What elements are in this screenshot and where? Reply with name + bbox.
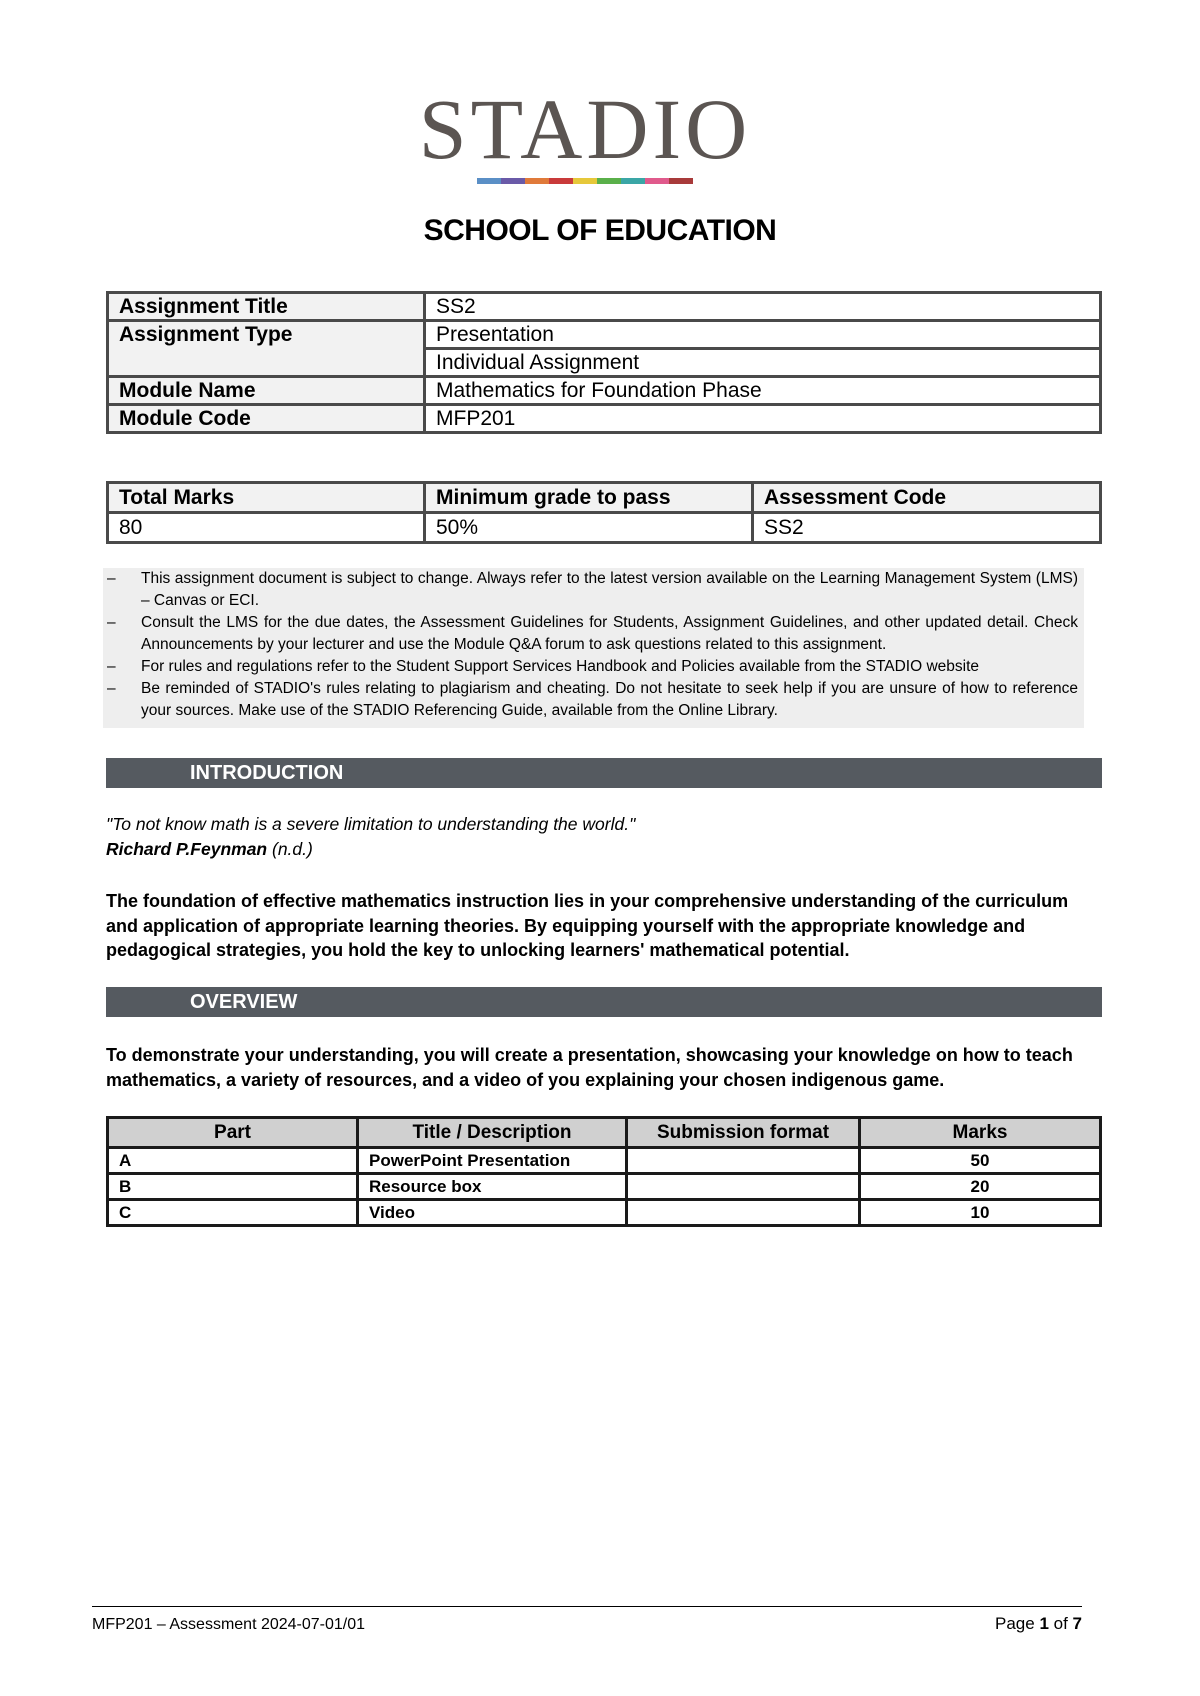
title-cell: PowerPoint Presentation (358, 1148, 627, 1174)
logo-color-bar (477, 178, 693, 184)
logo-color-segment (501, 178, 525, 184)
logo-color-segment (525, 178, 549, 184)
part-cell: C (108, 1200, 358, 1226)
marks-table (106, 481, 1102, 544)
assignment-type-value-2: Individual Assignment (425, 349, 1101, 377)
module-code-label: Module Code (108, 405, 425, 433)
marks-header: Marks (860, 1118, 1101, 1148)
table-row (108, 1174, 1101, 1200)
assignment-title-value: SS2 (425, 293, 1101, 321)
author-date: (n.d.) (267, 839, 313, 859)
notes-box (103, 568, 1084, 728)
logo-text: STADIO (418, 81, 752, 177)
assignment-title-label: Assignment Title (108, 293, 425, 321)
part-cell: B (108, 1174, 358, 1200)
title-header: Title / Description (358, 1118, 627, 1148)
module-code-value: MFP201 (425, 405, 1101, 433)
table-header-row (108, 1118, 1101, 1148)
title-cell: Video (358, 1200, 627, 1226)
school-title: SCHOOL OF EDUCATION (423, 214, 777, 247)
table-row (108, 321, 1101, 349)
format-cell (627, 1200, 860, 1226)
format-cell (627, 1174, 860, 1200)
note-item: – Consult the LMS for the due dates, the Assessment Guidelines for Students, Assignment Guidelines, and other updated detail. Check Announcements by your lecturer and use the Module Q&A forum to ask questions related to this assignment. (107, 614, 1078, 653)
logo-color-segment (621, 178, 645, 184)
dash-bullet: – (107, 614, 116, 631)
dash-bullet: – (107, 570, 116, 587)
note-item: – Be reminded of STADIO's rules relating to plagiarism and cheating. Do not hesitate to seek help if you are unsure of how to reference your sources. Make use of the STADIO Referencing Guide, available from the Online Library. (107, 680, 1078, 719)
title-cell: Resource box (358, 1174, 627, 1200)
table-row (108, 377, 1101, 405)
introduction-heading-bar (106, 758, 1102, 788)
table-row (108, 513, 1101, 543)
part-cell: A (108, 1148, 358, 1174)
overview-paragraph: To demonstrate your understanding, you will create a presentation, showcasing your knowledge on how to teach mathematics, a variety of resources, and a video of you explaining your chosen indigenous game. (106, 1045, 1073, 1090)
logo-color-segment (477, 178, 501, 184)
logo-color-segment (645, 178, 669, 184)
quote-author (106, 837, 313, 862)
module-name-value: Mathematics for Foundation Phase (425, 377, 1101, 405)
dash-bullet: – (107, 680, 116, 697)
overview-heading: OVERVIEW (190, 991, 298, 1013)
author-name: Richard P.Feynman (106, 839, 268, 859)
note-item: – For rules and regulations refer to the Student Support Services Handbook and Policies available from the STADIO website (103, 656, 1084, 678)
intro-quote: "To not know math is a severe limitation to understanding the world." (106, 814, 636, 834)
marks-cell: 10 (860, 1200, 1101, 1226)
table-row (108, 1148, 1101, 1174)
min-grade-value: 50% (425, 513, 753, 543)
marks-cell: 20 (860, 1174, 1101, 1200)
footer-divider (92, 1606, 1082, 1607)
total-marks-header: Total Marks (108, 483, 425, 513)
table-row (108, 293, 1101, 321)
total-marks-value: 80 (108, 513, 425, 543)
parts-table (106, 1116, 1102, 1227)
logo-color-segment (597, 178, 621, 184)
intro-paragraph: The foundation of effective mathematics instruction lies in your comprehensive understanding of the curriculum and application of appropriate learning theories. By equipping yourself with the appropriate knowledge and pedagogical strategies, you hold the key to unlocking learners' mathematical potential. (106, 891, 1069, 960)
stadio-logo (405, 82, 765, 192)
table-row (108, 1200, 1101, 1226)
logo-color-segment (573, 178, 597, 184)
assignment-type-label: Assignment Type (108, 321, 425, 377)
format-cell (627, 1148, 860, 1174)
marks-cell: 50 (860, 1148, 1101, 1174)
footer-doc-code: MFP201 – Assessment 2024-07-01/01 (92, 1616, 366, 1633)
assignment-type-value-1: Presentation (425, 321, 1101, 349)
dash-bullet: – (107, 658, 116, 675)
module-name-label: Module Name (108, 377, 425, 405)
format-header: Submission format (627, 1118, 860, 1148)
table-header-row (108, 483, 1101, 513)
part-header: Part (108, 1118, 358, 1148)
assignment-info-table (106, 291, 1102, 434)
assessment-code-value: SS2 (753, 513, 1101, 543)
table-row (108, 405, 1101, 433)
min-grade-header: Minimum grade to pass (425, 483, 753, 513)
assessment-code-header: Assessment Code (753, 483, 1101, 513)
logo-color-segment (669, 178, 693, 184)
note-item: – This assignment document is subject to change. Always refer to the latest version available on the Learning Management System (LMS) – Canvas or ECI. (107, 570, 1078, 609)
introduction-heading: INTRODUCTION (190, 762, 344, 784)
footer-page-number: Page 1 of 7 (995, 1614, 1082, 1633)
logo-color-segment (549, 178, 573, 184)
overview-heading-bar (106, 987, 1102, 1017)
